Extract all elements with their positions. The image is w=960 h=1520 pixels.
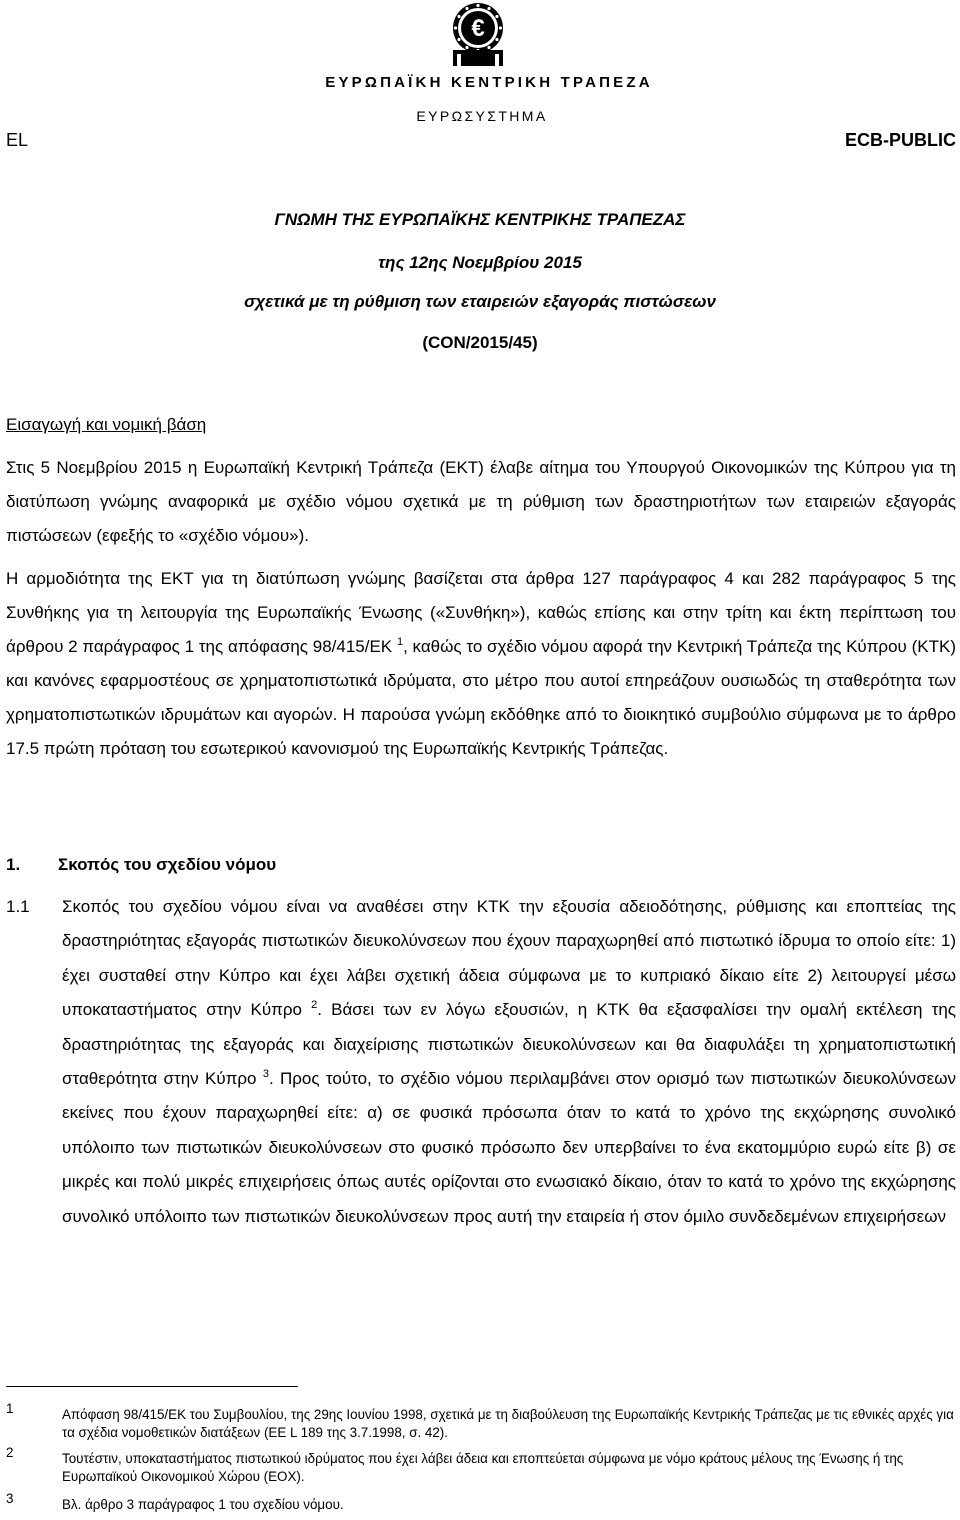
bank-name: ΕΥΡΩΠΑΪΚΗ ΚΕΝΤΡΙΚΗ ΤΡΑΠΕΖΑ (325, 74, 653, 91)
footnote-ref-3[interactable]: 3 (262, 1068, 269, 1081)
intro-paragraph-2 (6, 562, 956, 766)
footnote-1 (6, 1401, 956, 1442)
intro-paragraph-1: Στις 5 Νοεμβρίου 2015 η Ευρωπαϊκή Κεντρική Τράπεζα (ΕΚΤ) έλαβε αίτημα του Υπουργού Οικονομικών της Κύπρου για τη διατύπωση γνώμης αναφορικά με σχέδιο νόμου σχετικά με τη ρύθμιση των δραστηριοτήτων των εταιρειών εξαγοράς πιστώσεων (εφεξής το «σχέδιο νόμου»). (6, 458, 956, 545)
classification-label: ECB-PUBLIC (845, 130, 956, 150)
paragraph-1-1-text-c: . Προς τούτο, το σχέδιο νόμου περιλαμβάνει στον ορισμό των πιστωτικών διευκολύνσεων εκείνες που έχουν παραχωρηθεί είτε: α) σε φυσικά πρόσωπα όταν το κατά το χρόνο της εκχώρησης συνολικό υπόλοιπο των πιστωτικών διευκολύνσεων στο φυσικό πρόσωπο δεν υπερβαίνει το ένα εκατομμύριο ευρώ είτε β) σε μικρές και πολύ μικρές επιχειρήσεις όπως αυτές ορίζονται στο ενωσιακό δίκαιο, όταν το κατά το χρόνο της εκχώρησης συνολικό υπόλοιπο των πιστωτικών διευκολύνσεων προς αυτή την εταιρεία ή στον όμιλο συνδεδεμένων επιχειρήσεων (62, 1069, 956, 1226)
eurosystem-label: ΕΥΡΩΣΥΣΤΗΜΑ (416, 108, 548, 124)
footnote-number: 1 (6, 1401, 14, 1416)
footnote-text: Απόφαση 98/415/ΕΚ του Συμβουλίου, της 29ης Ιουνίου 1998, σχετικά με τη διαβούλευση της Ευρωπαϊκής Κεντρικής Τράπεζας με τις εθνικές αρχές για τα σχέδια νομοθετικών διατάξεων (ΕΕ L 189 της 3.7.1998, σ. 42). (62, 1407, 954, 1440)
ecb-euro-logo-icon (448, 2, 510, 66)
intro-paragraph-2-text-a: Η αρμοδιότητα της ΕΚΤ για τη διατύπωση γνώμης βασίζεται στα άρθρα 127 παράγραφος 4 και 282 παράγραφος 5 της Συνθήκης για τη λειτουργία της Ευρωπαϊκής Ένωσης («Συνθήκη»), καθώς επίσης και στην τρίτη και έκτη περίπτωση του άρθρου 2 παράγραφος 1 της απόφασης 98/415/ΕΚ (6, 569, 956, 656)
section-1-title: Σκοπός του σχεδίου νόμου (58, 855, 277, 874)
intro-paragraph-2-text-b: , καθώς το σχέδιο νόμου αφορά την Κεντρική Τράπεζα της Κύπρου (ΚΤΚ) και κανόνες εφαρμοστέους σε χρηματοπιστωτικά ιδρύματα, στο μέτρο που αυτοί επηρεάζουν ουσιωδώς τη σταθερότητα των χρηματοπιστωτικών ιδρυμάτων και αγορών. Η παρούσα γνώμη εκδόθηκε από το διοικητικό συμβούλιο σύμφωνα με το άρθρο 17.5 πρώτη πρόταση του εσωτερικού κανονισμού της Ευρωπαϊκής Κεντρικής Τράπεζας. (6, 637, 957, 758)
paragraph-1-1-text (62, 890, 956, 1234)
footnote-3 (6, 1491, 956, 1514)
document-title: ΓΝΩΜΗ ΤΗΣ ΕΥΡΩΠΑΪΚΗΣ ΚΕΝΤΡΙΚΗΣ ΤΡΑΠΕΖΑΣ (274, 210, 686, 229)
intro-heading: Εισαγωγή και νομική βάση (6, 415, 207, 434)
paragraph-1-1 (6, 890, 956, 1234)
footnote-number: 3 (6, 1491, 14, 1506)
section-1-number: 1. (6, 855, 21, 874)
svg-text:€: € (471, 15, 485, 42)
footnote-number: 2 (6, 1445, 14, 1460)
language-code: EL (6, 130, 29, 150)
section-1-heading (6, 855, 276, 875)
footnote-ref-1[interactable]: 1 (396, 636, 404, 648)
paragraph-1-1-number: 1.1 (6, 897, 30, 916)
footnote-ref-2[interactable]: 2 (311, 999, 318, 1012)
footnote-separator (6, 1386, 298, 1387)
document-date: της 12ης Νοεμβρίου 2015 (378, 253, 582, 272)
footnote-text: Βλ. άρθρο 3 παράγραφος 1 του σχεδίου νόμου. (62, 1497, 344, 1512)
paragraph-1-1-text-b: . Βάσει των εν λόγω εξουσιών, η ΚΤΚ θα εξασφαλίσει την ομαλή εκτέλεση της δραστηριότητας της εξαγοράς και διαχείρισης πιστωτικών διευκολύνσεων και θα διαφυλάξει τη χρηματοπιστωτική σταθερότητα στην Κύπρο (62, 1000, 956, 1089)
document-subject: σχετικά με τη ρύθμιση των εταιρειών εξαγοράς πιστώσεων (244, 292, 716, 311)
letterhead (0, 0, 960, 130)
document-reference: (CON/2015/45) (422, 333, 538, 352)
paragraph-1-1-text-a: Σκοπός του σχεδίου νόμου είναι να αναθέσει στην ΚΤΚ την εξουσία αδειοδότησης, ρύθμισης και εποπτείας της δραστηριότητας εξαγοράς πιστωτικών διευκολύνσεων που έχουν παραχωρηθεί από πιστωτικό ίδρυμα το οποίο είτε: 1) έχει συσταθεί στην Κύπρο και έχει λάβει σχετική άδεια σύμφωνα με το κυπριακό δίκαιο είτε 2) λειτουργεί μέσω υποκαταστήματος στην Κύπρο (62, 897, 956, 1020)
footnote-2 (6, 1445, 956, 1486)
footnote-text: Τουτέστιν, υποκαταστήματος πιστωτικού ιδρύματος που έχει λάβει άδεια και εποπτεύεται σύμφωνα με νόμο κράτους μέλους της Ένωσης ή της Ευρωπαϊκού Οικονομικού Χώρου (ΕΟΧ). (62, 1451, 904, 1484)
